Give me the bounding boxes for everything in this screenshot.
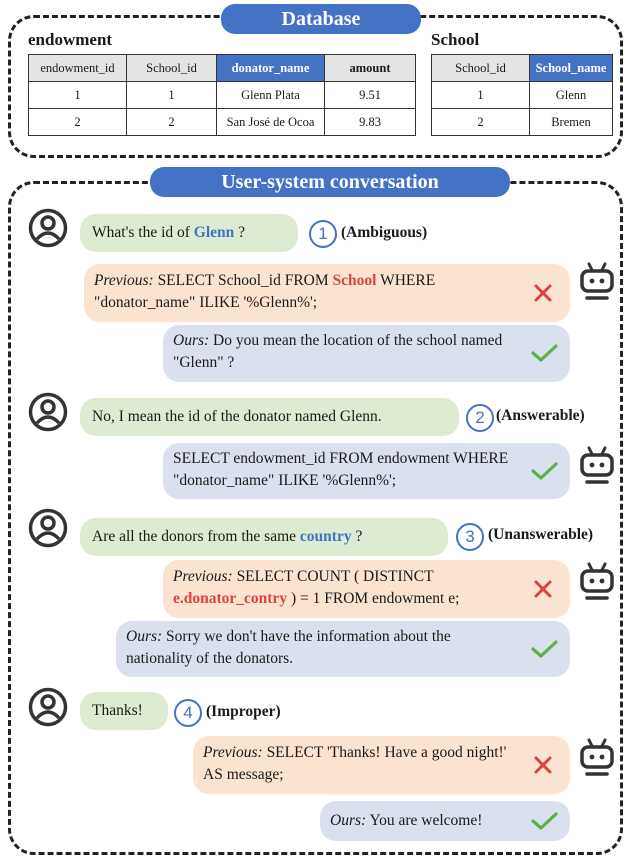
check-icon (530, 811, 558, 831)
robot-icon (579, 445, 615, 485)
turn-number-4: 4 (174, 699, 202, 727)
table-cell: 1 (432, 82, 530, 109)
endowment-table-name: endowment (28, 30, 113, 49)
previous-response-1: Previous: SELECT School_id FROM School WHERE "donator_name" ILIKE '%Glenn%'; (84, 264, 570, 322)
turn-tag-2: (Answerable) (496, 407, 585, 424)
user-avatar-icon (28, 208, 68, 248)
col-header: School_id (432, 55, 530, 82)
table-cell: 2 (127, 109, 217, 136)
table-cell: 2 (29, 109, 127, 136)
turn-number-3: 3 (456, 523, 484, 551)
table-cell: Glenn Plata (217, 82, 325, 109)
col-header: amount (325, 55, 416, 82)
table-cell: 9.83 (325, 109, 416, 136)
school-table (431, 54, 613, 136)
robot-icon (579, 561, 615, 601)
conversation-title: User-system conversation (150, 167, 510, 197)
ours-response-3: Ours: Sorry we don't have the information about the nationality of the donators. (116, 621, 570, 677)
database-title: Database (221, 4, 421, 34)
user-message-2: No, I mean the id of the donator named Glenn. (80, 398, 459, 436)
turn-tag-1: (Ambiguous) (341, 224, 428, 241)
user-message-3: Are all the donors from the same country ? (80, 518, 448, 556)
ours-response-2: SELECT endowment_id FROM endowment WHERE "donator_name" ILIKE '%Glenn%'; (163, 443, 570, 499)
check-icon (530, 461, 558, 481)
ours-response-1: Ours: Do you mean the location of the school named "Glenn" ? (163, 325, 570, 382)
robot-icon (579, 737, 615, 777)
table-row (29, 109, 416, 136)
school-table-name: School (431, 30, 480, 49)
table-row (432, 109, 613, 136)
check-icon (530, 639, 558, 659)
table-row (432, 82, 613, 109)
col-header: School_id (127, 55, 217, 82)
col-header: endowment_id (29, 55, 127, 82)
table-cell: 1 (127, 82, 217, 109)
user-message-4: Thanks! (80, 692, 168, 730)
ours-response-4: Ours: You are welcome! (320, 801, 570, 841)
endowment-table (28, 54, 416, 136)
turn-number-2: 2 (466, 404, 494, 432)
col-header-highlighted: donator_name (217, 55, 325, 82)
turn-tag-4: (Improper) (206, 703, 281, 720)
previous-response-4: Previous: SELECT 'Thanks! Have a good night!' AS message; (193, 736, 570, 794)
user-avatar-icon (28, 687, 68, 727)
previous-response-3: Previous: SELECT COUNT ( DISTINCT e.donator_contry ) = 1 FROM endowment e; (163, 560, 570, 618)
user-avatar-icon (28, 508, 68, 548)
cross-icon (533, 283, 553, 303)
table-row (29, 82, 416, 109)
check-icon (530, 343, 558, 363)
col-header-highlighted: School_name (530, 55, 613, 82)
table-cell: Glenn (530, 82, 613, 109)
table-cell: San José de Ocoa (217, 109, 325, 136)
table-cell: 1 (29, 82, 127, 109)
cross-icon (533, 579, 553, 599)
table-cell: 2 (432, 109, 530, 136)
cross-icon (533, 755, 553, 775)
user-message-1: What's the id of Glenn ? (80, 214, 298, 252)
table-cell: Bremen (530, 109, 613, 136)
user-avatar-icon (28, 392, 68, 432)
turn-tag-3: (Unanswerable) (488, 526, 594, 543)
turn-number-1: 1 (309, 220, 337, 248)
table-cell: 9.51 (325, 82, 416, 109)
robot-icon (579, 261, 615, 301)
